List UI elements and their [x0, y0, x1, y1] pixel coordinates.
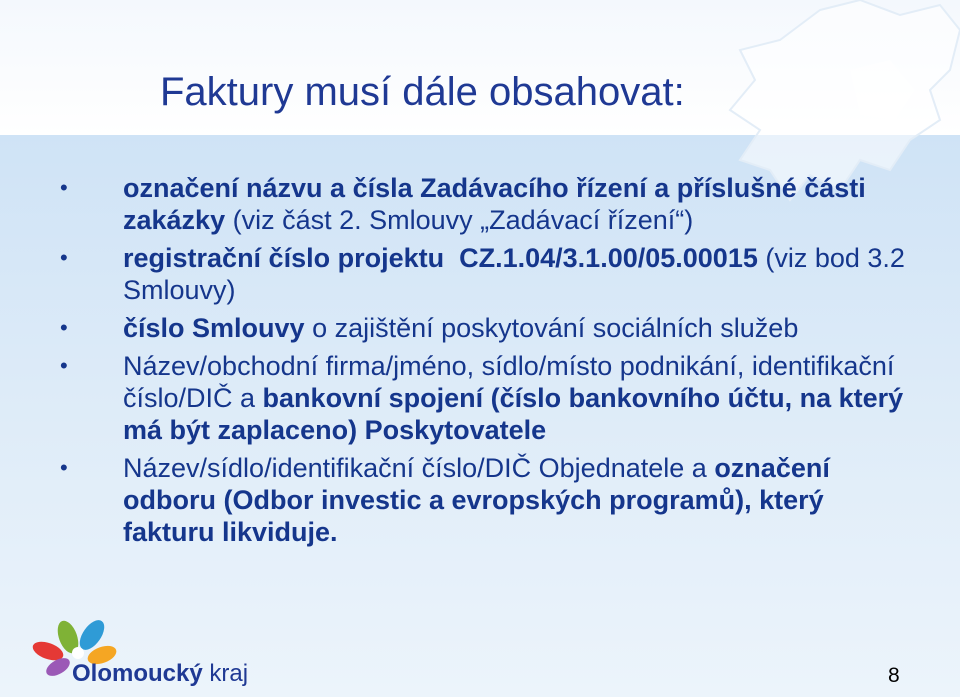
- slide-title: Faktury musí dále obsahovat:: [160, 70, 685, 114]
- bullet-segment: [444, 243, 459, 273]
- bullet-segment: označení odboru (Odbor investic a evropských programů), který fakturu likviduje.: [123, 453, 830, 547]
- page-number: 8: [888, 664, 900, 687]
- bullet-segment: číslo Smlouvy: [123, 313, 305, 343]
- brand-name-bold: Olomoucký: [72, 660, 203, 687]
- bullet-segment: (viz část 2. Smlouvy „Zadávací řízení“): [225, 205, 694, 235]
- bullet-text: [123, 243, 905, 305]
- bullet-text: [123, 173, 866, 235]
- brand-logo: [72, 660, 248, 688]
- bullet-segment: CZ.1.04/3.1.00/05.00015: [459, 243, 758, 273]
- bullet-text: [123, 313, 798, 343]
- bullet-segment: (viz bod 3.2 Smlouvy): [123, 243, 905, 305]
- bullet-dot-icon: •: [60, 353, 68, 378]
- bullet-item: [60, 172, 920, 236]
- brand-name-regular: kraj: [209, 660, 249, 687]
- bullet-segment: bankovní spojení (číslo bankovního účtu, na který má být zaplaceno) Poskytovatele: [123, 383, 904, 445]
- bullet-text: [123, 453, 830, 547]
- bullet-segment: Název/sídlo/identifikační číslo/DIČ Objednatele a: [123, 453, 715, 483]
- bullet-item: [60, 350, 920, 446]
- bullet-item: [60, 312, 920, 344]
- bullet-segment: označení názvu a čísla Zadávacího řízení a příslušné části zakázky: [123, 173, 866, 235]
- bullet-dot-icon: •: [60, 455, 68, 480]
- bullet-segment: Název/obchodní firma/jméno, sídlo/místo podnikání, identifikační číslo/DIČ a: [123, 351, 895, 413]
- bullet-list: [60, 172, 920, 554]
- bullet-segment: o zajištění poskytování sociálních služeb: [304, 313, 799, 343]
- bullet-dot-icon: •: [60, 245, 68, 270]
- bullet-dot-icon: •: [60, 175, 68, 200]
- bullet-item: [60, 452, 920, 548]
- bullet-dot-icon: •: [60, 315, 68, 340]
- bullet-segment: registrační číslo projektu: [123, 243, 445, 273]
- bullet-text: [123, 351, 903, 445]
- bullet-item: [60, 242, 920, 306]
